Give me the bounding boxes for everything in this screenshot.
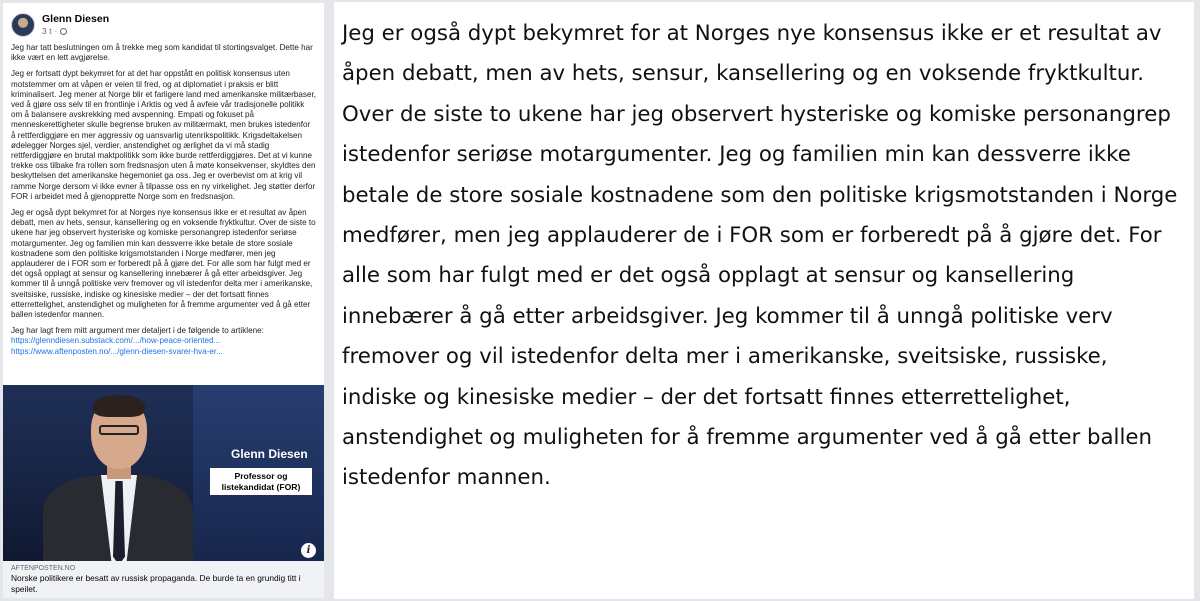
facebook-post-card (3, 3, 324, 598)
tv-name-label: Glenn Diesen (231, 447, 308, 461)
link-preview-image[interactable] (3, 385, 324, 561)
author-block (42, 13, 109, 37)
separator-dot: · (54, 26, 58, 36)
person-glasses (99, 425, 139, 435)
post-header (3, 3, 324, 43)
post-time[interactable]: 3 t (42, 26, 52, 36)
author-name[interactable]: Glenn Diesen (42, 13, 110, 25)
tv-caption-label: Professor og listekandidat (FOR) (210, 468, 312, 495)
person-photo (43, 397, 193, 561)
link-preview[interactable] (3, 561, 324, 598)
avatar[interactable] (11, 13, 35, 37)
globe-icon (60, 28, 67, 35)
post-paragraph: Jeg har lagt frem mitt argument mer detaljert i de følgende to artiklene: (11, 326, 264, 336)
person-hair (93, 395, 145, 417)
post-paragraph: Jeg er fortsatt dypt bekymret for at det har oppstått en politisk konsensus uten motstemmer om at våpen er veien til fred, og at diplomatiet i praksis er blitt kriminalisert. Jeg mener at Norge blir et farligere land med amerikanske militærbaser, ved å gjøre oss selv til en frontlinje i Arktis og ved å avfeie vår tradisjonelle politikk om å balansere avskrekking med avspenning. Empati og fokuset på menneskerettigheter skulle begrense bruken av militærmakt, men brukes istedenfor å rettferdiggjøre en mer aggressiv og uansvarlig utenrikspolitikk. Krigsdeltakelsen ødelegger Norges sjel, verdier, anstendighet og ærlighet da vi må stadig rettferdiggjøre en brutal maktpolitikk som ikke burde rettferdiggjøres. Det at vi kunne trekke oss tilbake fra rollen som fredsnasjon uten å møte konsekvenser, skyldtes den beskyttelsen det amerikanske hegemoniet ga oss. Jeg er overbevist om at krig vil ramme Norge dersom vi ikke evner å tilpasse oss en ny virkelighet. Jeg støtter derfor FOR i arbeidet med å gjenopprette Norge som en fredsnasjon. (11, 69, 316, 201)
post-body (3, 43, 324, 357)
aftenposten-link[interactable]: https://www.aftenposten.no/.../glenn-diesen-svarer-hva-er... (11, 346, 223, 356)
zoomed-paragraph: Jeg er også dypt bekymret for at Norges nye konsensus ikke er et resultat av åpen debatt, men av hets, sensur, kansellering og en voksende fryktkultur. Over de siste to ukene har jeg observert hysteriske og komiske personangrep istedenfor seriøse motargumenter. Jeg og familien min kan dessverre ikke betale de store sosiale kostnadene som den politiske krigsmotstanden i Norge medfører, men jeg applauderer de i FOR som er forberedt på å gjøre det. For alle som har fulgt med er det også opplagt at sensur og kansellering innebærer å gå etter arbeidsgiver. Jeg kommer til å unngå politiske verv fremover og vil istedenfor delta mer i amerikanske, sveitsiske, russiske, indiske og kinesiske medier – der det fortsatt finnes etterrettelighet, anstendighet og muligheten for å fremme argumenter ved å gå etter ballen istedenfor mannen. (342, 21, 1178, 491)
post-paragraph: Jeg har tatt beslutningen om å trekke meg som kandidat til stortingsvalget. Dette har ikke vært en lett avgjørelse. (11, 43, 313, 63)
substack-link[interactable]: https://glenndiesen.substack.com/.../how-peace-oriented... (11, 336, 221, 346)
post-paragraph: Jeg er også dypt bekymret for at Norges nye konsensus ikke er et resultat av åpen debatt, men av hets, sensur, kansellering og en voksende fryktkultur. Over de siste to ukene har jeg observert hysteriske og komiske personangrep istedenfor seriøse motargumenter. Jeg og familien min kan dessverre ikke betale de store sosiale kostnadene som den politiske krigsmotstanden i Norge medfører, men jeg applauderer de i FOR som er forberedt på å gjøre det. For alle som har fulgt med er det også opplagt at sensur og kansellering innebærer å gå etter arbeidsgiver. Jeg kommer til å unngå politiske verv fremover og vil istedenfor delta mer i amerikanske, sveitsiske, russiske, indiske og kinesiske medier – der det fortsatt finnes etterrettelighet, anstendighet og muligheten for å fremme argumenter ved å gå etter ballen istedenfor mannen. (11, 208, 316, 320)
info-icon[interactable]: i (301, 543, 316, 558)
link-preview-domain: AFTENPOSTEN.NO (11, 565, 76, 572)
post-meta (42, 26, 109, 37)
zoomed-text-panel (334, 2, 1194, 599)
link-preview-title: Norske politikere er besatt av russisk propaganda. De burde ta en grundig titt i speilet. (11, 573, 301, 594)
